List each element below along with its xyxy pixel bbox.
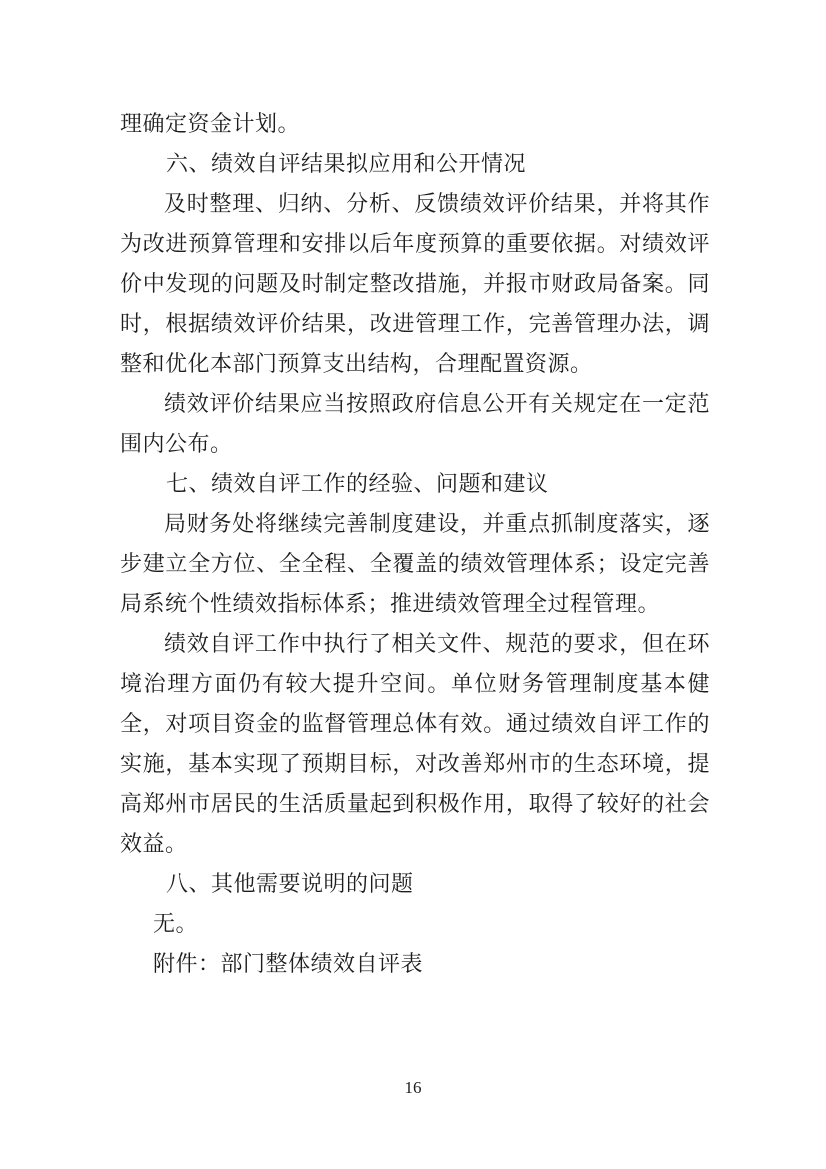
paragraph-results-disclosure: 绩效评价结果应当按照政府信息公开有关规定在一定范围内公布。	[120, 391, 710, 456]
paragraph-problems: 绩效自评工作中执行了相关文件、规范的要求，但在环境治理方面仍有较大提升空间。单位财务管理制度基本健全，对项目资金的监督管理总体有效。通过绩效自评工作的实施，基本实现了预期目标，对改善郑州市的生态环境，提高郑州市居民的生活质量起到积极作用，取得了较好的社会效益。	[120, 631, 710, 856]
page-number: 16	[404, 1078, 422, 1097]
paragraph-experience: 局财务处将继续完善制度建设，并重点抓制度落实，逐步建立全方位、全全程、全覆盖的绩效管理体系；设定完善局系统个性绩效指标体系；推进绩效管理全过程管理。	[120, 511, 710, 616]
document-body	[120, 104, 710, 984]
section-heading-six: 六、绩效自评结果拟应用和公开情况	[166, 151, 527, 176]
none-statement: 无。	[153, 911, 199, 936]
paragraph-continuation: 理确定资金计划。	[120, 111, 301, 136]
paragraph-results-application: 及时整理、归纳、分析、反馈绩效评价结果，并将其作为改进预算管理和安排以后年度预算的重要依据。对绩效评价中发现的问题及时制定整改措施，并报市财政局备案。同时，根据绩效评价结果，改进管理工作，完善管理办法，调整和优化本部门预算支出结构，合理配置资源。	[120, 191, 710, 376]
attachment-note: 附件：部门整体绩效自评表	[153, 951, 424, 976]
section-heading-seven: 七、绩效自评工作的经验、问题和建议	[166, 471, 549, 496]
section-heading-eight: 八、其他需要说明的问题	[166, 871, 414, 896]
